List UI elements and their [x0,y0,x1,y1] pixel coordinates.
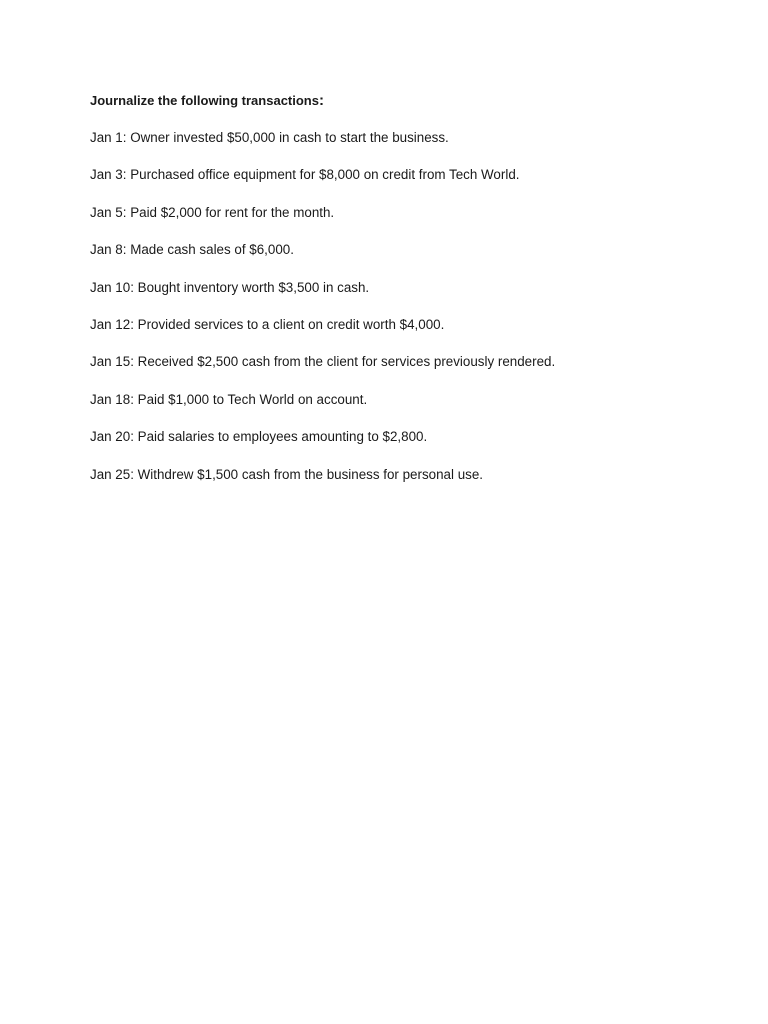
transaction-item: Jan 5: Paid $2,000 for rent for the month. [90,204,335,220]
transaction-item: Jan 1: Owner invested $50,000 in cash to start the business. [90,130,449,145]
transaction-item: Jan 18: Paid $1,000 to Tech World on account. [90,391,368,407]
transaction-list [90,129,710,484]
heading-text: Journalize the following transactions [90,93,319,108]
heading-colon: : [318,92,324,109]
transaction-item: Jan 10: Bought inventory worth $3,500 in cash. [90,279,370,295]
document-content [90,91,710,503]
transaction-item: Jan 20: Paid salaries to employees amounting to $2,800. [90,429,428,445]
transaction-item: Jan 8: Made cash sales of $6,000. [90,242,294,258]
transaction-item: Jan 25: Withdrew $1,500 cash from the business for personal use. [90,466,484,482]
document-heading [90,91,710,111]
transaction-item: Jan 3: Purchased office equipment for $8,000 on credit from Tech World. [90,167,520,183]
transaction-item: Jan 12: Provided services to a client on credit worth $4,000. [90,316,445,332]
transaction-item: Jan 15: Received $2,500 cash from the client for services previously rendered. [90,354,556,370]
